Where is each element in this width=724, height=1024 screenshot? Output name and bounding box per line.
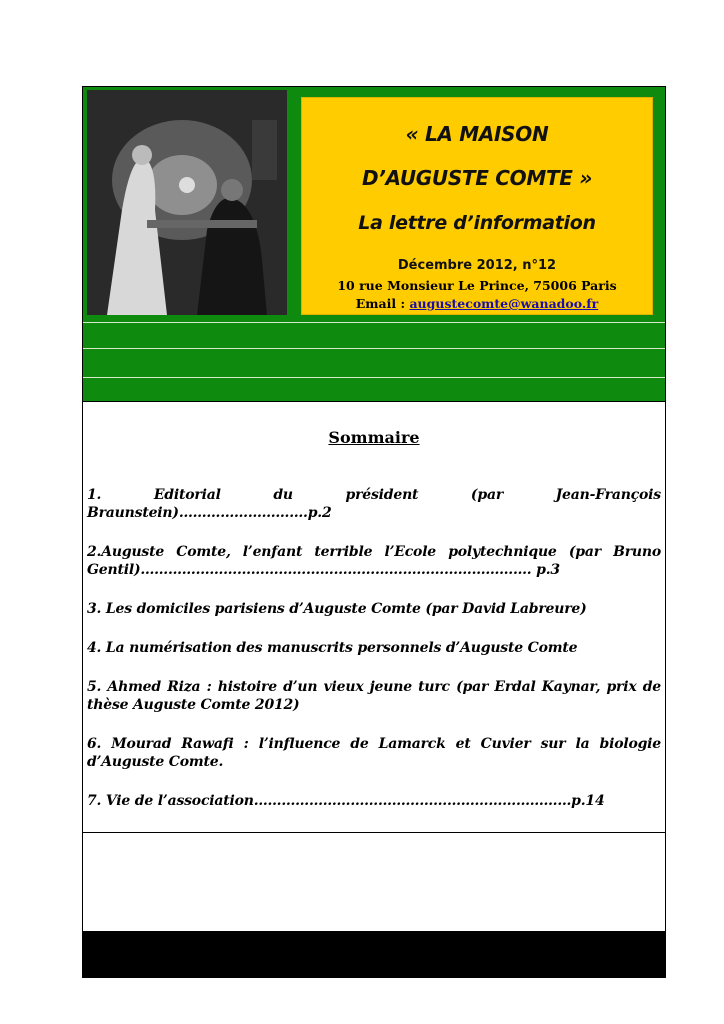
divider	[83, 832, 665, 833]
issue-date: Décembre 2012, n°12	[397, 258, 557, 273]
title-line-1: « LA MAISON	[405, 122, 549, 146]
toc-item: 4. La numérisation des manuscrits personnels d’Auguste Comte	[87, 640, 578, 656]
toc-item: 6. Mourad Rawafi : l’influence de Lamarck et Cuvier sur la biologie d’Auguste Comte.	[87, 736, 661, 770]
title-line-2: D’AUGUSTE COMTE »	[361, 166, 593, 190]
header-stripe	[83, 377, 665, 378]
email-label: Email :	[355, 296, 410, 311]
header-stripe	[83, 348, 665, 349]
email-line	[302, 296, 652, 311]
toc-list	[87, 486, 661, 831]
toc-item: 5. Ahmed Riza : histoire d’un vieux jeune turc (par Erdal Kaynar, prix de thèse Auguste Comte 2012)	[87, 679, 661, 713]
toc-item: 1. Editorial du président (par Jean-François Braunstein)……………………….p.2	[87, 487, 661, 521]
header-banner	[83, 87, 665, 401]
toc-item: 3. Les domiciles parisiens d’Auguste Comte (par David Labreure)	[87, 601, 587, 617]
footer-black-band	[83, 931, 665, 977]
toc-heading: Sommaire	[328, 428, 420, 447]
title-box	[301, 97, 653, 315]
engraving-photo	[87, 90, 287, 315]
subtitle: La lettre d’information	[358, 212, 596, 234]
address: 10 rue Monsieur Le Prince, 75006 Paris	[337, 278, 617, 293]
page-frame	[82, 86, 666, 978]
toc-item: 2.Auguste Comte, l’enfant terrible l’Ecole polytechnique (par Bruno Gentil)…………………………………………………………………………. p.3	[87, 544, 661, 578]
toc-item: 7. Vie de l’association……………………………………………………………p.14	[87, 793, 605, 809]
table-of-contents	[83, 402, 665, 832]
header-stripe	[83, 322, 665, 323]
email-link[interactable]: augustecomte@wanadoo.fr	[409, 296, 599, 311]
